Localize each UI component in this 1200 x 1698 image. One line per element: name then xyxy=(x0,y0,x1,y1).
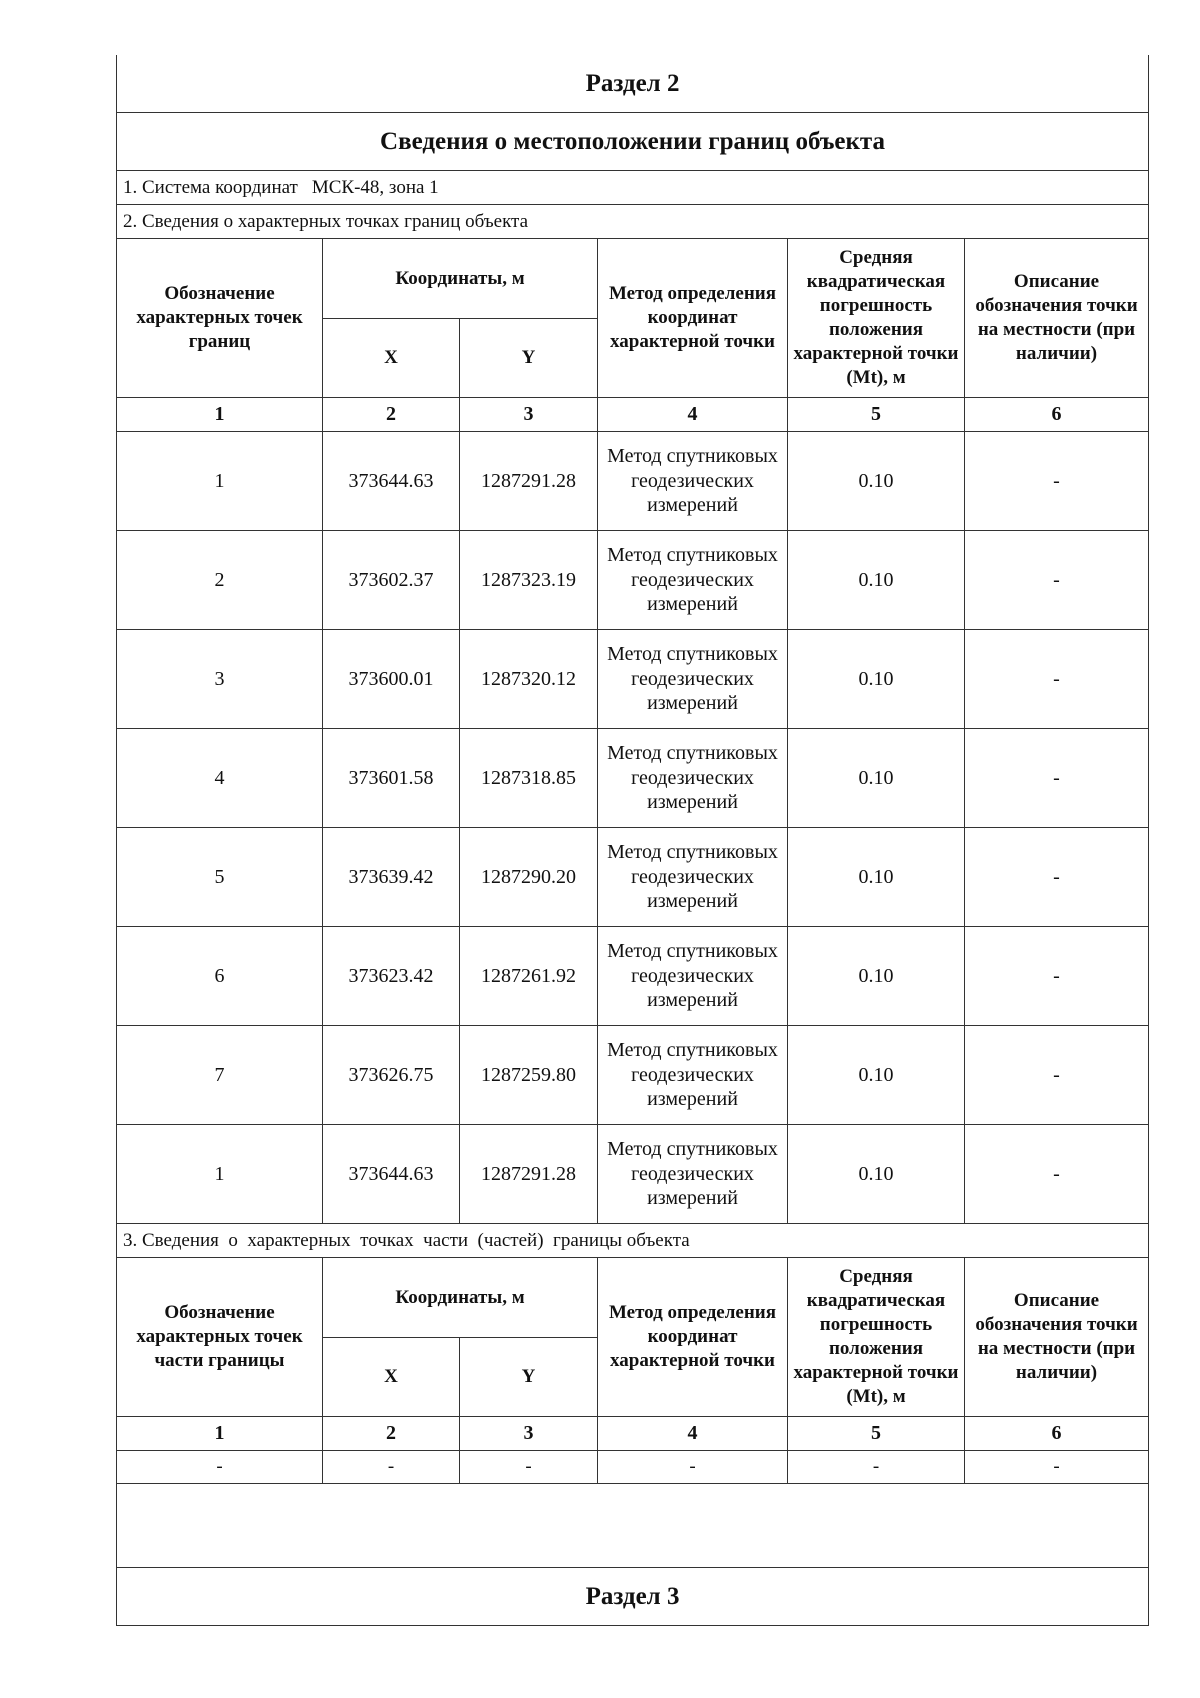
header-y: Y xyxy=(460,319,598,398)
coordinate-system-value: МСК-48, зона 1 xyxy=(311,176,439,198)
column-number: 1 xyxy=(117,1417,323,1451)
column-number: 5 xyxy=(788,1417,965,1451)
error: 0.10 xyxy=(788,531,965,630)
error: 0.10 xyxy=(788,828,965,927)
header-y-part: Y xyxy=(460,1338,598,1417)
error: 0.10 xyxy=(788,432,965,531)
coord-x: 373623.42 xyxy=(323,927,460,1026)
point-id: 3 xyxy=(117,630,323,729)
section-2-title: Раздел 2 xyxy=(117,55,1149,113)
error: 0.10 xyxy=(788,1026,965,1125)
description: - xyxy=(965,1125,1149,1224)
point-id: - xyxy=(117,1451,323,1484)
coord-y: 1287318.85 xyxy=(460,729,598,828)
point-id: 7 xyxy=(117,1026,323,1125)
coord-x: 373644.63 xyxy=(323,432,460,531)
column-number: 3 xyxy=(460,398,598,432)
header-error: Средняя квадратическая погрешность положения характерной точки (Mt), м xyxy=(788,239,965,398)
coord-y: 1287323.19 xyxy=(460,531,598,630)
description: - xyxy=(965,531,1149,630)
description: - xyxy=(965,1451,1149,1484)
table-row xyxy=(117,729,1149,828)
error: - xyxy=(788,1451,965,1484)
coordinate-system-label: 1. Система координат xyxy=(123,176,298,198)
method: - xyxy=(598,1451,788,1484)
description: - xyxy=(965,630,1149,729)
coord-x: 373626.75 xyxy=(323,1026,460,1125)
method: Метод спутниковых геодезических измерений xyxy=(598,432,788,531)
error: 0.10 xyxy=(788,927,965,1026)
coord-x: 373602.37 xyxy=(323,531,460,630)
table-row xyxy=(117,1125,1149,1224)
method: Метод спутниковых геодезических измерений xyxy=(598,1026,788,1125)
method: Метод спутниковых геодезических измерений xyxy=(598,1125,788,1224)
method: Метод спутниковых геодезических измерений xyxy=(598,630,788,729)
point-id: 2 xyxy=(117,531,323,630)
header-description: Описание обозначения точки на местности (при наличии) xyxy=(965,239,1149,398)
column-number: 2 xyxy=(323,398,460,432)
header-method-part: Метод определения координат характерной точки xyxy=(598,1258,788,1417)
header-coordinates: Координаты, м xyxy=(323,239,598,319)
point-id: 6 xyxy=(117,927,323,1026)
points-section-label: 2. Сведения о характерных точках границ объекта xyxy=(117,205,1149,239)
coordinate-system-row xyxy=(117,171,1149,205)
error: 0.10 xyxy=(788,630,965,729)
column-number: 1 xyxy=(117,398,323,432)
column-number: 5 xyxy=(788,398,965,432)
point-id: 4 xyxy=(117,729,323,828)
header-designation-part: Обозначение характерных точек части границы xyxy=(117,1258,323,1417)
description: - xyxy=(965,1026,1149,1125)
coord-y: 1287261.92 xyxy=(460,927,598,1026)
table-row xyxy=(117,927,1149,1026)
coord-y: 1287259.80 xyxy=(460,1026,598,1125)
coord-x: 373601.58 xyxy=(323,729,460,828)
column-number: 4 xyxy=(598,1417,788,1451)
header-description-part: Описание обозначения точки на местности (при наличии) xyxy=(965,1258,1149,1417)
section-3-title: Раздел 3 xyxy=(117,1568,1149,1626)
coord-y: - xyxy=(460,1451,598,1484)
description: - xyxy=(965,927,1149,1026)
header-method: Метод определения координат характерной точки xyxy=(598,239,788,398)
point-id: 5 xyxy=(117,828,323,927)
table-row xyxy=(117,828,1149,927)
table-row xyxy=(117,531,1149,630)
method: Метод спутниковых геодезических измерений xyxy=(598,927,788,1026)
column-number: 2 xyxy=(323,1417,460,1451)
header-x: X xyxy=(323,319,460,398)
header-coordinates-part: Координаты, м xyxy=(323,1258,598,1338)
column-number: 3 xyxy=(460,1417,598,1451)
section-frame xyxy=(116,55,1149,1626)
error: 0.10 xyxy=(788,729,965,828)
method: Метод спутниковых геодезических измерений xyxy=(598,531,788,630)
blank-spacer xyxy=(117,1484,1149,1568)
section-2-subtitle: Сведения о местоположении границ объекта xyxy=(117,113,1149,171)
table-row xyxy=(117,1451,1149,1484)
document-page xyxy=(116,55,1148,1626)
coord-x: 373644.63 xyxy=(323,1125,460,1224)
method: Метод спутниковых геодезических измерений xyxy=(598,828,788,927)
error: 0.10 xyxy=(788,1125,965,1224)
header-error-part: Средняя квадратическая погрешность положения характерной точки (Mt), м xyxy=(788,1258,965,1417)
coord-x: - xyxy=(323,1451,460,1484)
point-id: 1 xyxy=(117,1125,323,1224)
table-row xyxy=(117,432,1149,531)
header-designation: Обозначение характерных точек границ xyxy=(117,239,323,398)
coord-x: 373639.42 xyxy=(323,828,460,927)
coord-x: 373600.01 xyxy=(323,630,460,729)
column-number: 6 xyxy=(965,398,1149,432)
point-id: 1 xyxy=(117,432,323,531)
coord-y: 1287291.28 xyxy=(460,432,598,531)
description: - xyxy=(965,828,1149,927)
table-row xyxy=(117,1026,1149,1125)
coord-y: 1287290.20 xyxy=(460,828,598,927)
column-numbers-row xyxy=(117,398,1149,432)
description: - xyxy=(965,432,1149,531)
table-row xyxy=(117,630,1149,729)
description: - xyxy=(965,729,1149,828)
header-x-part: X xyxy=(323,1338,460,1417)
column-numbers-row-part xyxy=(117,1417,1149,1451)
column-number: 4 xyxy=(598,398,788,432)
method: Метод спутниковых геодезических измерений xyxy=(598,729,788,828)
part-points-section-label: 3. Сведения о характерных точках части (частей) границы объекта xyxy=(117,1224,1149,1258)
coord-y: 1287320.12 xyxy=(460,630,598,729)
column-number: 6 xyxy=(965,1417,1149,1451)
blank-spacer-row xyxy=(117,1484,1149,1568)
coord-y: 1287291.28 xyxy=(460,1125,598,1224)
